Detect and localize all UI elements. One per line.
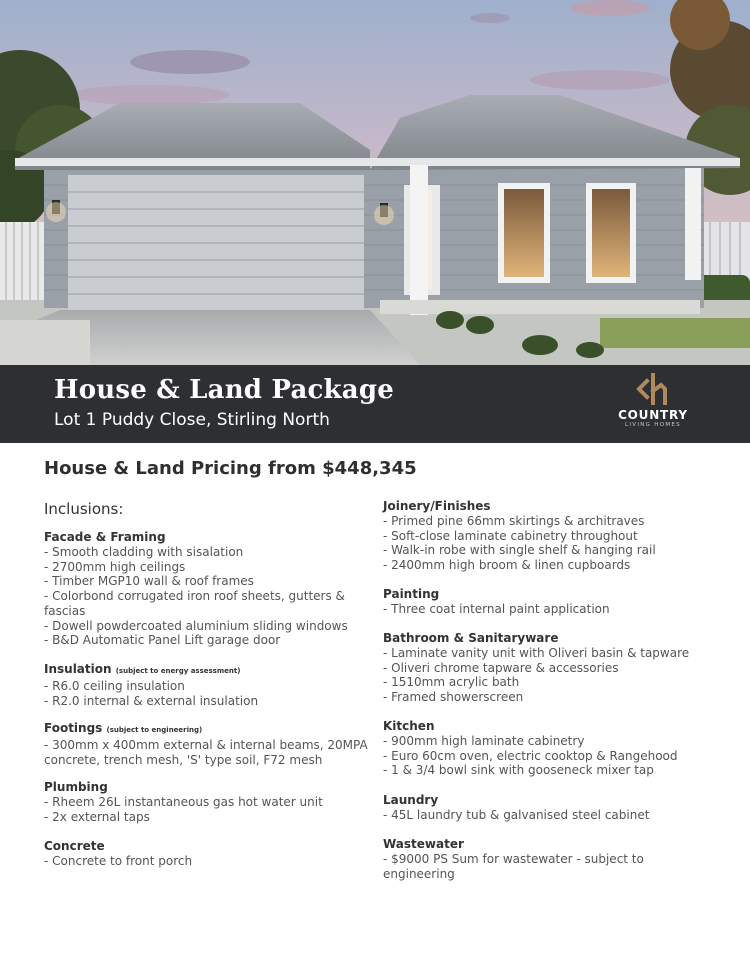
list-item: - Walk-in robe with single shelf & hanging rail xyxy=(383,543,656,558)
list-item: - Timber MGP10 wall & roof frames xyxy=(44,574,254,589)
list-item: - Concrete to front porch xyxy=(44,854,193,868)
house-render-image xyxy=(0,0,750,365)
list-item: - Rheem 26L instantaneous gas hot water unit xyxy=(44,795,323,809)
list-item: - R6.0 ceiling insulation xyxy=(44,679,185,693)
inclusions-heading: Inclusions: xyxy=(44,500,124,518)
section-painting xyxy=(383,587,610,617)
section-title: Painting xyxy=(383,587,440,601)
section-joinery-finishes xyxy=(383,499,656,573)
list-item: - Three coat internal paint application xyxy=(383,602,610,616)
section-plumbing xyxy=(44,780,323,824)
list-item: engineering xyxy=(383,866,455,881)
list-item: - Oliveri chrome tapware & accessories xyxy=(383,660,619,675)
ch-monogram-icon xyxy=(631,373,675,405)
list-item: - Framed showerscreen xyxy=(383,690,524,705)
list-item: - Laminate vanity unit with Oliveri basin & tapware xyxy=(383,646,690,660)
section-title: Plumbing xyxy=(44,780,108,794)
section-title: Footings xyxy=(44,721,103,735)
section-kitchen xyxy=(383,719,678,778)
section-title: Facade & Framing xyxy=(44,530,166,544)
package-address: Lot 1 Puddy Close, Stirling North xyxy=(54,410,330,430)
list-item: - Dowell powdercoated aluminium sliding windows xyxy=(44,618,348,633)
list-item: - B&D Automatic Panel Lift garage door xyxy=(44,633,281,648)
section-title: Insulation xyxy=(44,662,112,676)
list-item: - 2400mm high broom & linen cupboards xyxy=(383,558,631,573)
section-wastewater xyxy=(383,837,644,881)
section-insulation xyxy=(44,662,258,708)
section-bathroom-sanitaryware xyxy=(383,631,689,705)
logo-name: COUNTRY xyxy=(618,408,688,422)
list-item: - $9000 PS Sum for wastewater - subject to xyxy=(383,852,644,866)
package-title: House & Land Package xyxy=(54,375,394,405)
logo-tagline: LIVING HOMES xyxy=(625,422,681,428)
list-item: - Colorbond corrugated iron roof sheets, gutters & xyxy=(44,589,345,604)
list-item: - 2700mm high ceilings xyxy=(44,559,186,574)
pricing-heading: House & Land Pricing from $448,345 xyxy=(44,458,417,479)
section-title: Joinery/Finishes xyxy=(383,499,491,513)
list-item: - 900mm high laminate cabinetry xyxy=(383,734,585,748)
list-item: - 300mm x 400mm external & internal beams, 20MPA xyxy=(44,738,368,752)
section-footings xyxy=(44,721,368,767)
list-item: - 1 & 3/4 bowl sink with gooseneck mixer tap xyxy=(383,763,654,778)
list-item: - Primed pine 66mm skirtings & architraves xyxy=(383,514,645,528)
list-item: - Smooth cladding with sisalation xyxy=(44,545,244,559)
country-living-homes-logo xyxy=(608,373,698,439)
list-item: - Euro 60cm oven, electric cooktop & Rangehood xyxy=(383,748,678,763)
section-note: (subject to energy assessment) xyxy=(115,667,241,675)
section-title: Wastewater xyxy=(383,837,464,851)
list-item: concrete, trench mesh, 'S' type soil, F72 mesh xyxy=(44,752,323,767)
title-banner xyxy=(0,365,750,443)
list-item: fascias xyxy=(44,603,86,618)
section-title: Bathroom & Sanitaryware xyxy=(383,631,559,645)
list-item: - 45L laundry tub & galvanised steel cabinet xyxy=(383,808,650,822)
list-item: - 1510mm acrylic bath xyxy=(383,675,520,690)
section-title: Laundry xyxy=(383,793,439,807)
list-item: - R2.0 internal & external insulation xyxy=(44,693,259,708)
list-item: - Soft-close laminate cabinetry throughout xyxy=(383,528,638,543)
section-concrete xyxy=(44,839,192,869)
list-item: - 2x external taps xyxy=(44,809,150,824)
section-facade-framing xyxy=(44,530,348,648)
section-title: Kitchen xyxy=(383,719,435,733)
section-laundry xyxy=(383,793,649,823)
section-note: (subject to engineering) xyxy=(106,726,203,734)
section-title: Concrete xyxy=(44,839,105,853)
